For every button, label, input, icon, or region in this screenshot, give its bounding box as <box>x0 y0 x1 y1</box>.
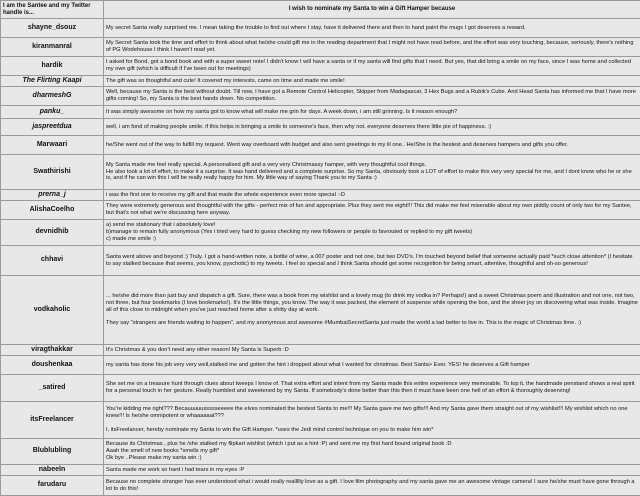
table-row <box>1 19 640 38</box>
header-row <box>1 1 640 19</box>
table-row <box>1 155 640 190</box>
table-row <box>1 356 640 375</box>
handle-cell: The Flirting Kaapi <box>1 76 104 87</box>
table-row <box>1 276 640 345</box>
nomination-cell: my santa has done his job very very well,stalked me and gotten the hint i dropped about what I wanted for christmas. Best Santa> Ever. YES! he deserves a Gift hamper <box>104 356 640 375</box>
handle-cell: viragthakkar <box>1 345 104 356</box>
handle-cell: dharmeshG <box>1 87 104 106</box>
handle-cell: AlishaCoelho <box>1 201 104 220</box>
table-row <box>1 375 640 402</box>
nomination-cell: You're kidding me right??? Becauuuuussssseeeee the elves nominated the bestest Santa to me!!! My Santa gave me two gifts!!! And my Santa gave them straight out of my wishlist!!! My wishlist which no one knew!!! Is he/she omnipotent or whaaaaaat??? I, itsFreelancer, hereby nominate my Santa to win the Gift Hamper. *uses the Jedi mind control technique on you to make him win* <box>104 402 640 439</box>
table-row <box>1 439 640 465</box>
handle-cell: _satired <box>1 375 104 402</box>
nomination-cell: It's Christmas & you don't need any other reason! My Santa is Superb :D <box>104 345 640 356</box>
handle-cell: itsFreelancer <box>1 402 104 439</box>
nomination-cell: Santa made me work so hard i had tears in my eyes :P <box>104 465 640 476</box>
handle-cell: hardik <box>1 57 104 76</box>
table-row <box>1 246 640 276</box>
handle-cell: shayne_dsouz <box>1 19 104 38</box>
table-row <box>1 476 640 496</box>
handle-cell: panku_ <box>1 106 104 119</box>
handle-cell: nabeeln <box>1 465 104 476</box>
handle-cell: Blublubling <box>1 439 104 465</box>
table-row <box>1 87 640 106</box>
handle-cell: prerna_j <box>1 190 104 201</box>
table-row <box>1 136 640 155</box>
table-row <box>1 190 640 201</box>
table-row <box>1 345 640 356</box>
handle-cell: devnidhib <box>1 220 104 246</box>
table-row <box>1 106 640 119</box>
nomination-cell: Because its Christmas , plus he /she stalked my flipkart wishlist (which i put as a hint :P) and sent me my first hard bound original book :D Aaah the smell of new books *smells my gift* Ok bye ..Please make my santa win :) <box>104 439 640 465</box>
nomination-cell: a) send me stationary that i absolutely love! b)manage to remain fully anonymous (Yes i tried very hard to guess checking my new followers or people to favrouted or replied to my gift tweets) c) made me smile :) <box>104 220 640 246</box>
nomination-cell: My Santa made me feel really special. A personalised gift and a very very Christmassy hamper, with very thoughtful cool things. He also took a lot of effort, to make it a surprise. It was hand delivered and a complete surprise. So my Santa, obviously took a LOT of effort to make this very very special for me, and I dont know who he or she is, and if he can win this I will be really really happy for him. My little way of saying Thank you to my Santa :) <box>104 155 640 190</box>
handle-cell: vodkaholic <box>1 276 104 345</box>
nomination-cell: Well, because my Santa is the best without doubt. Till now, I have got a Remote Control Helicopter, Skipper from Madagascar, 3 Hex Bugs and a Rubik's Cube. And Head Santa has informed me that I have more gifts coming! So, my Santa is the best hands down. No competition. <box>104 87 640 106</box>
handle-cell: doushenkaa <box>1 356 104 375</box>
nomination-cell: Santa went above and beyond :) Truly. I got a hand-written note, a bottle of wine, a 007 poster and not one, but two DVD's. I'm touched beyond belief that someone actually paid *such close attention* (I hesitate to say stalked because that seems, you know, pyschotic) to my tweets. I feel so special and I think Santa should get some recognition for being smart, attentive, thoughtful and oh-so generous! <box>104 246 640 276</box>
nomination-cell: My secret Santa really surprised me. I mean taking the trouble to find out where I stay, have it delivered there and then to hand paint the mugs I got deserves a reward. <box>104 19 640 38</box>
handle-cell: jaspreetdua <box>1 119 104 136</box>
nomination-cell: My Secret Santa took the time and effort to think about what he/she could gift me in the reading department that I might not have read before, and the effort was very touching, because, seriously, there's nothing of PG Wodehouse I think I haven't read yet. <box>104 38 640 57</box>
table-row <box>1 119 640 136</box>
table-row <box>1 76 640 87</box>
nomination-cell: well, i am fond of making people smile. if this helps in bringing a smile to someone's face, then why not. everyone deserves there little pie of happiness. :) <box>104 119 640 136</box>
handle-cell: Marwaari <box>1 136 104 155</box>
table-row <box>1 38 640 57</box>
nomination-cell: Because no complete stranger has ever understood what i would really reallllly love as a gift. I love film photography and my santa gave me an awesome vintage camera! I sure he/she must have gone through a lot to do this! <box>104 476 640 496</box>
table-row <box>1 220 640 246</box>
table-row <box>1 402 640 439</box>
nomination-cell: They were extremely generous and thoughtful with the gifts - perfect mix of fun and appropriate. Plus they sent me eight!!! This did make me feel miserable about my own piddly count of only two for my Santee, but that's not what we're discussing here anyway. <box>104 201 640 220</box>
nomination-cell: he/She went out of the way to fulfill my request. Went way overboard with budget and also sent greetings to my lil one.. He/She is the bestest and deserves hampers and gifts you offer. <box>104 136 640 155</box>
table-row <box>1 201 640 220</box>
nomination-cell: ... he/she did more than just buy and dispatch a gift. Sure, there was a book from my wishlist and a lovely mug (to drink my vodka in? Perhaps!) and a sweet Christmas poem and illustration and not one, not two, not three, but four bookmarks (I love bookmarks!). It's the little things, you know. The way it was packed, the element of suspense while opening the box, and the sheer joy on discovering what was inside. Imagine all of this close to midnight when you've just reached home after a shitty day at work. They say "strangers are friends waiting to happen", and my anonymous and awesome #MumbaiSecretSanta just made the world a tad better to live in. This is the magic of Christmas time. :) <box>104 276 640 345</box>
table-row <box>1 465 640 476</box>
nomination-cell: I asked for Bond, got a bond book and with a super sweet note! I didn't know I will have a santa or if my santa will find gifts that I need. But yes, that did bring a smile on my face, since I was home and collected my own gift (which is difficult if I've been out for meetings) <box>104 57 640 76</box>
handle-cell: farudaru <box>1 476 104 496</box>
handle-cell: chhavi <box>1 246 104 276</box>
header-nomination-reason: I wish to nominate my Santa to win a Gift Hamper because <box>104 1 640 19</box>
handle-cell: Swathirishi <box>1 155 104 190</box>
header-twitter-handle: I am the Santee and my Twitter handle is... <box>1 1 104 19</box>
table-row <box>1 57 640 76</box>
nomination-cell: The gift was so thoughtful and cute! It covered my interests, came on time and made me smile! <box>104 76 640 87</box>
nomination-cell: It was simply awesome on how my santa got to know what will make me grin for days. A week down, i am still grinning. Is it reason enough? <box>104 106 640 119</box>
nomination-cell: i was the first one to receive my gift and that made the whole experience even more special :-D <box>104 190 640 201</box>
handle-cell: kiranmanral <box>1 38 104 57</box>
nomination-cell: She set me on a treasure hunt through clues about tweeps I know of. That extra effort and intent from my Santa made this entire experience very memorable. To top it, the handmade penstand shows a real spirit for a personal touch in her gesture. Really humbled and sweetened by my Santa. If somebody's done better than this then it must have been one hell of an effort & thoroughly deserving! <box>104 375 640 402</box>
